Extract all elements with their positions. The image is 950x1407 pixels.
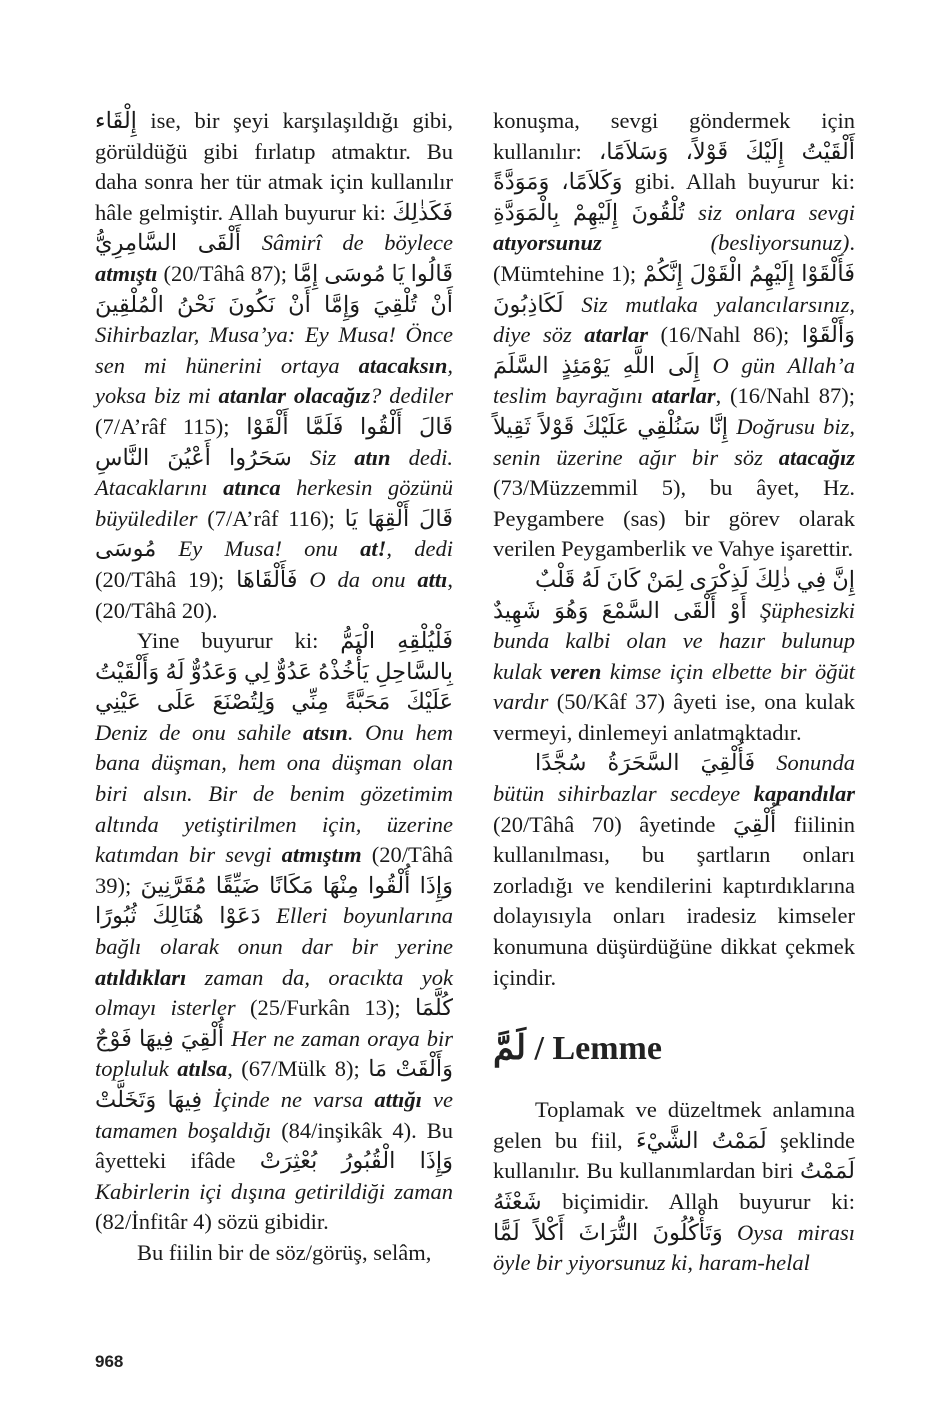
translation-text: zaman da, oracıkta yok olmayı isterler xyxy=(95,964,453,1021)
paragraph xyxy=(493,748,855,993)
translation-text xyxy=(223,475,281,500)
text-run: (73/Müzzemmil 5), bu âyet, Hz. Peygambere (sas) bir görev olarak verilen Peygamberlik ve Vahye işarettir. xyxy=(493,475,855,562)
translation-text xyxy=(374,1087,422,1112)
translation-text xyxy=(282,842,362,867)
translation-text: Siz xyxy=(309,444,355,470)
page-number: 968 xyxy=(95,1352,124,1371)
translation-text xyxy=(493,230,602,255)
text-run: فَأُلْقِيَ السَّحَرَةُ سُجَّدًا xyxy=(535,750,777,776)
translation-text: siz onlara sevgi xyxy=(698,199,855,225)
paragraph xyxy=(493,565,855,749)
emphasis-term: attığı xyxy=(374,1087,422,1112)
emphasis-term: atanlar olacağız xyxy=(218,383,371,409)
right-column-top xyxy=(493,106,855,993)
translation-text xyxy=(354,445,390,470)
paragraph xyxy=(95,1238,453,1269)
text-run: Bu fiilin bir de söz/görüş, selâm, xyxy=(137,1239,432,1265)
emphasis-term: veren xyxy=(550,658,602,684)
text-run: , (67/Mülk 8); وَأَلْقَتْ مَا فِيهَا وَتَخَلَّتْ xyxy=(95,1056,454,1112)
translation-text: O gün Allah’a teslim bayrağını xyxy=(493,352,855,409)
translation-text: Ey Musa! onu xyxy=(178,536,361,562)
text-run: (20/Tâhâ 87); قَالُوا يَا مُوسَى إِمَّا أَنْ تُلْقِيَ وَإِمَّا أَنْ نَكُونَ نَحْنُ الْمُلْقِينَ xyxy=(95,260,453,317)
text-run: konuşma, sevgi göndermek için kullanılır: أَلْقَيْتُ إِلَيْكَ قَوْلاً، وَسَلاَمًا، وَكَلاَمًا، وَمَوَدَّةً gibi. Allah buyurur ki: تُلْقُونَ إِلَيْهِمْ بِالْمَوَدَّةِ xyxy=(493,108,855,225)
translation-text: Doğrusu biz, senin üzerine ağır bir söz xyxy=(493,413,856,470)
translation-text: ve tamamen boşaldığı xyxy=(95,1087,454,1143)
translation-text: (besliyorsunuz) xyxy=(601,230,850,256)
emphasis-term: atılsa xyxy=(177,1056,228,1082)
emphasis-term: atarlar xyxy=(651,383,716,409)
emphasis-term: kapandılar xyxy=(753,781,855,807)
emphasis-term: at! xyxy=(360,536,387,562)
translation-text xyxy=(652,383,716,408)
text-run: (50/Kâf 37) âyeti ise, ona kulak vermeyi, dinlemeyi anlatmaktadır. xyxy=(493,689,855,745)
translation-text: herkesin gözünü büyülediler xyxy=(95,475,454,531)
translation-text: Sihirbazlar, Musa’ya: Ey Musa! Önce sen mi hünerini ortaya xyxy=(95,322,453,378)
translation-text: Siz mutlaka yalancılarsınız, diye söz xyxy=(493,291,855,348)
emphasis-term: atarlar xyxy=(584,322,649,348)
translation-text: Elleri boyunlarına bağlı olarak onun dar bir yerine xyxy=(95,903,453,960)
emphasis-term: atmıştım xyxy=(281,842,362,868)
paragraph xyxy=(95,626,453,1238)
text-run: (20/Tâhâ 39); وَإِذَا أُلْقُوا مِنْهَا مَكَانًا ضَيِّقًا مُقَرَّنِينَ دَعَوْا هُنَالِكَ ثُبُورًا xyxy=(95,842,453,929)
translation-text: Oysa mirası öyle bir yiyorsunuz ki, haram-helal xyxy=(493,1219,855,1276)
text-run: Toplamak ve düzeltmek anlamına gelen bu fiil, لَمَمْتُ الشَّيْءَ şeklinde kullanılır. Bu kullanımlardan biri لَمَمْتُ شَعْثَهُ biçimidir. Allah buyurur ki: وَتَأْكُلُونَ التُّرَاثَ أَكْلاً لَمًّا xyxy=(493,1097,855,1245)
text-run: (7/A’râf 115); قَالَ أَلْقُوا فَلَمَّا أَلْقَوْا سَحَرُوا أَعْيُنَ النَّاسِ xyxy=(95,413,453,470)
translation-text: Kabirlerin içi dışına getirildiği zaman xyxy=(95,1178,453,1204)
translation-text: Şüphesizki bunda kalbi olan ve hazır bulunup kulak xyxy=(493,597,856,684)
text-run: (20/Tâhâ 70) âyetinde أُلْقِيَ fiilinin kullanılması, bu şartların onları zorladığı ve kendilerini kaptırdıklarına dolayısıyla onları iradesiz kimseler konumuna düşürdüğüne dikkat çekmek içindir. xyxy=(493,811,856,990)
right-column-bottom xyxy=(493,1095,855,1279)
emphasis-term: atın xyxy=(354,444,391,470)
translation-text: . Onu hem bana düşman, hem ona düşman olan biri alsın. Bir de benim gözetimim altında yetiştirilmen için, üzerine katımdan bir sevgi xyxy=(95,719,453,868)
text-run: , (20/Tâhâ 20). xyxy=(95,566,453,623)
translation-text: dedi. Atacaklarını xyxy=(95,444,453,501)
translation-text xyxy=(177,1056,227,1081)
translation-text: , dedi xyxy=(386,536,453,562)
right-column xyxy=(493,106,855,1279)
translation-text: , yoksa biz mi xyxy=(95,352,453,409)
text-run: (7/A’râf 116); قَالَ أَلْقِهَا يَا مُوسَى xyxy=(95,505,454,562)
paragraph xyxy=(493,1095,855,1279)
text-run: (82/İnfitâr 4) sözü gibidir. xyxy=(95,1209,329,1235)
translation-text xyxy=(219,383,371,408)
translation-text xyxy=(360,536,386,561)
text-run: Yine buyurur ki: فَلْيُلْقِهِ الْيَمُّ بِالسَّاحِلِ يَأْخُذْهُ عَدُوٌّ لِي وَعَدُوٌّ لَهُ وَأَلْقَيْتُ عَلَيْكَ مَحَبَّةً مِنِّي وَلِتُصْنَعَ عَلَى عَيْنِي xyxy=(95,628,453,715)
translation-text: İçinde ne varsa xyxy=(213,1087,375,1112)
emphasis-term: atmıştı xyxy=(95,260,158,286)
text-run: إِلْقَاء ise, bir şeyi karşılaşıldığı gibi, görüldüğü gibi fırlatıp atmaktır. Bu daha sonra her tür atmak için kullanılır hâle gelmiştir. Allah buyurur ki: فَكَذٰلِكَ أَلْقَى السَّامِرِيُّ xyxy=(95,108,453,256)
left-column xyxy=(95,106,453,1269)
text-run: . (Mümtehine 1); فَأَلْقَوْا إِلَيْهِمُ الْقَوْلَ إِنَّكُمْ لَكَاذِبُونَ xyxy=(493,230,855,317)
translation-text: Sâmirî de böylece xyxy=(261,230,453,256)
emphasis-term: atacağız xyxy=(778,444,855,470)
text-run: , (16/Nahl 87); إِنَّا سَنُلْقِي عَلَيْكَ قَوْلاً ثَقِيلاً xyxy=(493,383,855,439)
section-heading: لَمَّ / Lemme xyxy=(493,1030,662,1068)
translation-text xyxy=(550,659,601,684)
emphasis-term: atıldıkları xyxy=(95,964,187,990)
translation-text xyxy=(359,353,448,378)
translation-text xyxy=(95,261,158,286)
text-run: (20/Tâhâ 19); فَأَلْقَاهَا xyxy=(95,566,310,592)
translation-text: O da onu xyxy=(309,566,418,592)
translation-text: Her ne zaman oraya bir topluluk xyxy=(95,1025,454,1082)
paragraph xyxy=(95,106,453,626)
translation-text xyxy=(584,322,648,347)
translation-text xyxy=(303,720,348,745)
emphasis-term: atsın xyxy=(302,719,348,745)
emphasis-term: attı xyxy=(417,566,448,592)
translation-text xyxy=(95,965,186,990)
translation-text: ? dediler xyxy=(370,383,453,409)
emphasis-term: atınca xyxy=(223,475,281,501)
translation-text: Sonunda bütün sihirbazlar secdeye xyxy=(493,750,856,807)
paragraph xyxy=(493,106,855,565)
emphasis-term: atacaksın xyxy=(358,352,448,378)
translation-text: Deniz de onu sahile xyxy=(95,719,303,745)
translation-text xyxy=(754,781,855,806)
translation-text xyxy=(779,445,855,470)
emphasis-term: atıyorsunuz xyxy=(493,230,602,256)
text-run: إِنَّ فِي ذٰلِكَ لَذِكْرَى لِمَنْ كَانَ لَهُ قَلْبٌ أَوْ أَلْقَى السَّمْعَ وَهُوَ شَهِيدٌ xyxy=(493,566,855,623)
text-run: (84/inşikâk 4). Bu âyetteki ifâde وَإِذَا الْقُبُورُ بُعْثِرَتْ xyxy=(95,1117,453,1174)
translation-text: kimse için elbette bir öğüt vardır xyxy=(493,658,855,715)
text-run: (16/Nahl 86); وَأَلْقَوْا إِلَى اللَّهِ يَوْمَئِذٍ السَّلَمَ xyxy=(493,322,855,378)
text-run: (25/Furkân 13); كُلَّمَا أُلْقِيَ فِيهَا فَوْجٌ xyxy=(95,995,453,1051)
translation-text xyxy=(417,567,447,592)
